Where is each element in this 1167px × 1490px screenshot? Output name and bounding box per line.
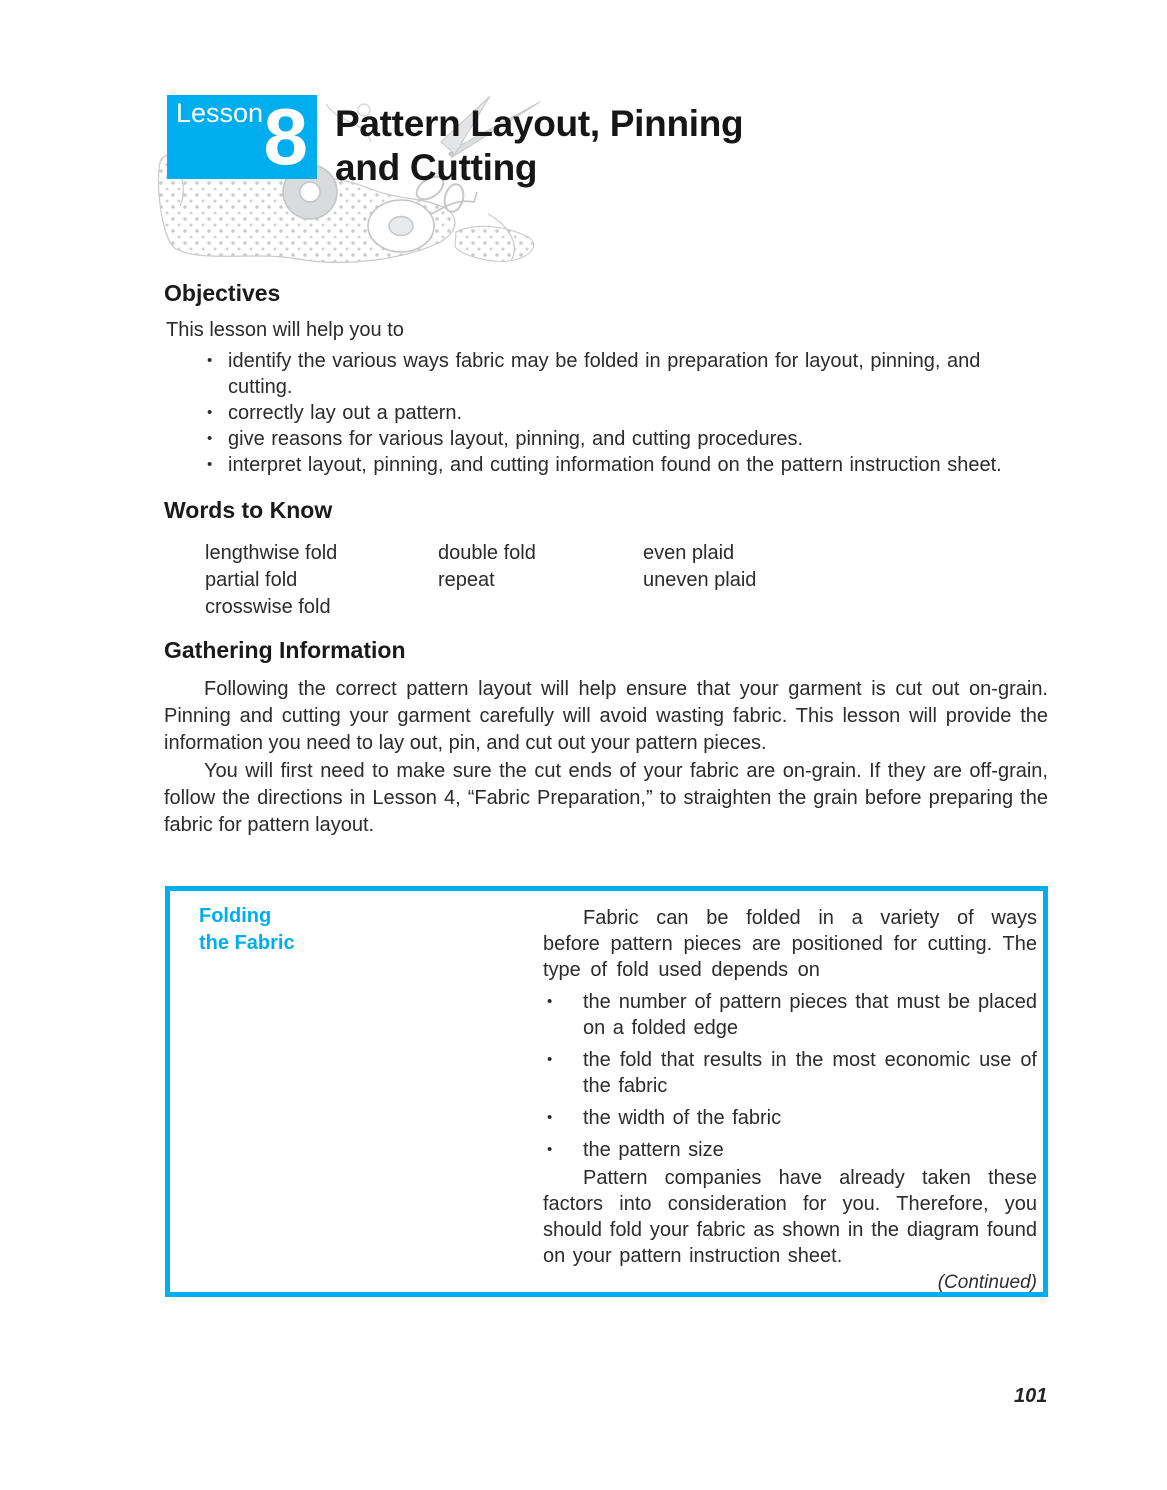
folding-box-label — [199, 903, 295, 957]
word-term: even plaid — [643, 542, 735, 564]
lesson-number: 8 — [263, 92, 308, 181]
folding-intro-paragraph: Fabric can be folded in a variety of ways before pattern pieces are positioned for cutting. The type of fold used depends on — [543, 907, 1037, 981]
folding-bullet-list — [543, 989, 1037, 1163]
folding-box-content — [543, 905, 1037, 1295]
lesson-banner — [167, 92, 317, 181]
words-column-3 — [643, 540, 863, 621]
folding-bullet: • the fold that results in the most economic use of the fabric — [543, 1047, 1037, 1099]
folding-box-label-line2: the Fabric — [199, 932, 295, 954]
objectives-item: • identify the various ways fabric may be folded in preparation for layout, pinning, and cutting. — [205, 348, 1048, 400]
words-to-know-heading: Words to Know — [164, 497, 333, 523]
word-term: lengthwise fold — [205, 542, 338, 564]
lesson-label: Lesson — [176, 98, 264, 128]
folding-the-fabric-box — [165, 886, 1048, 1297]
objectives-intro: This lesson will help you to — [166, 319, 404, 341]
word-term: double fold — [438, 542, 536, 564]
page-title-line2: and Cutting — [335, 147, 538, 188]
objectives-list — [205, 348, 1048, 478]
objectives-item: • correctly lay out a pattern. — [205, 400, 1048, 426]
folding-bullet: • the number of pattern pieces that must be placed on a folded edge — [543, 989, 1037, 1041]
folding-bullet: • the pattern size — [543, 1137, 1037, 1163]
objectives-heading: Objectives — [164, 280, 281, 306]
word-term: crosswise fold — [205, 596, 331, 618]
page-title — [335, 102, 743, 190]
folding-box-label-line1: Folding — [199, 905, 272, 927]
gathering-paragraph-2: You will first need to make sure the cut ends of your fabric are on-grain. If they are off-grain, follow the directions in Lesson 4, “Fabric Preparation,” to straighten the grain before preparing the fabric for pattern layout. — [164, 760, 1048, 836]
folding-bullet: • the width of the fabric — [543, 1105, 1037, 1131]
word-term: repeat — [438, 569, 495, 591]
gathering-information-heading: Gathering Information — [164, 637, 406, 663]
objectives-item: • interpret layout, pinning, and cutting information found on the pattern instruction sheet. — [205, 452, 1048, 478]
gathering-paragraph-1: Following the correct pattern layout will help ensure that your garment is cut out on-grain. Pinning and cutting your garment carefully will avoid wasting fabric. This lesson will provide the information you need to lay out, pin, and cut out your pattern pieces. — [164, 678, 1048, 754]
objectives-item: • give reasons for various layout, pinning, and cutting procedures. — [205, 426, 1048, 452]
continued-note: (Continued) — [937, 1272, 1037, 1293]
word-term: partial fold — [205, 569, 298, 591]
page-title-line1: Pattern Layout, Pinning — [335, 103, 744, 144]
words-to-know-list — [205, 540, 863, 621]
word-term: uneven plaid — [643, 569, 757, 591]
page-number: 101 — [1014, 1385, 1048, 1407]
words-column-2 — [438, 540, 643, 621]
folding-closing-paragraph: Pattern companies have already taken these factors into consideration for you. Therefore, you should fold your fabric as shown in the diagram found on your pattern instruction sheet. — [543, 1167, 1037, 1267]
words-column-1 — [205, 540, 438, 621]
